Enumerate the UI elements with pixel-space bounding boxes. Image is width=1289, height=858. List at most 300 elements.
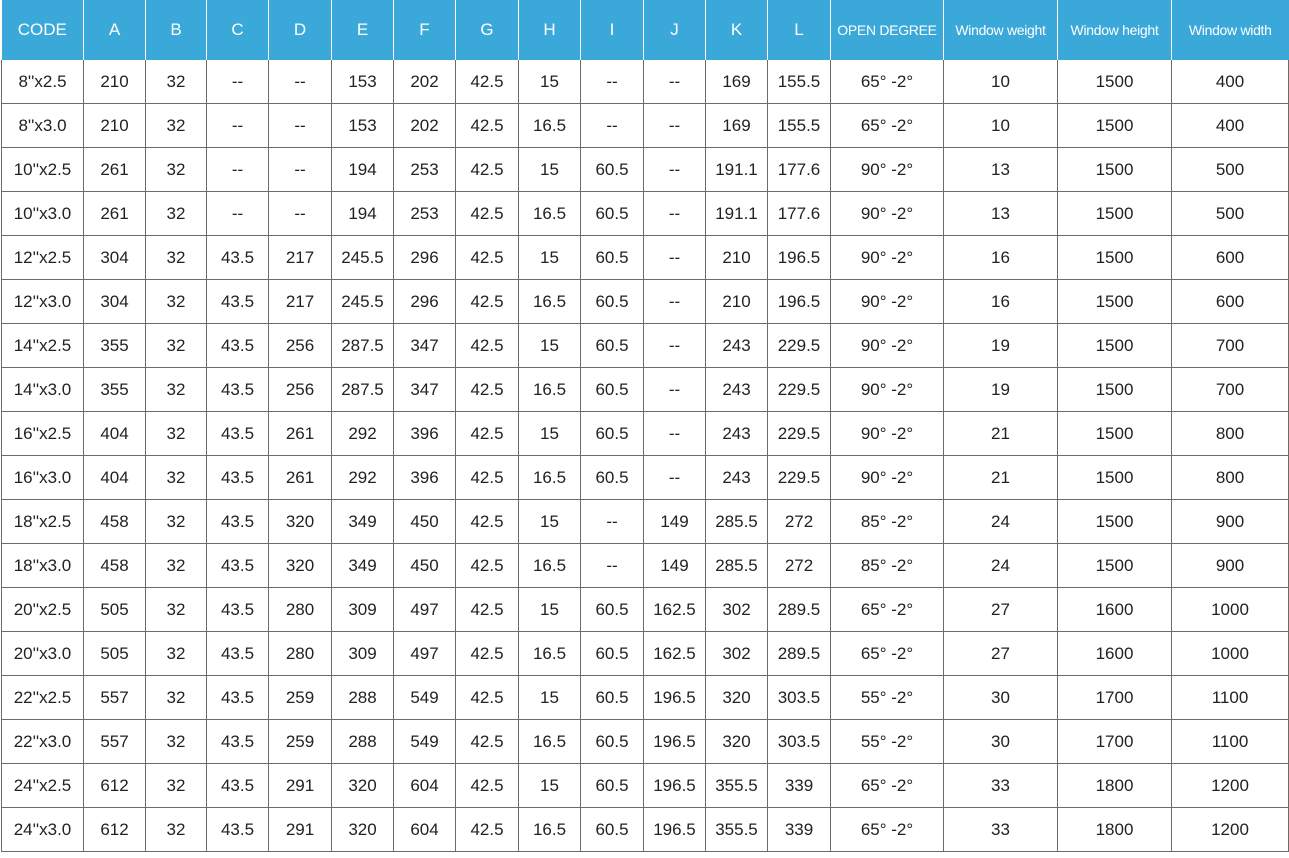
row-code-cell: 14''x2.5 [2, 324, 84, 368]
table-cell: 90° -2° [831, 148, 944, 192]
table-cell: 347 [394, 324, 456, 368]
table-cell: 32 [146, 104, 207, 148]
row-code-cell: 8''x2.5 [2, 60, 84, 104]
table-cell: 292 [332, 456, 394, 500]
table-cell: 60.5 [581, 808, 644, 852]
table-cell: 15 [519, 60, 581, 104]
table-cell: 320 [332, 808, 394, 852]
table-row [2, 280, 1289, 324]
table-cell: 65° -2° [831, 632, 944, 676]
table-cell: 32 [146, 368, 207, 412]
table-cell: 169 [706, 60, 768, 104]
table-cell: 288 [332, 676, 394, 720]
table-cell: 450 [394, 544, 456, 588]
table-cell: 396 [394, 456, 456, 500]
table-cell: 15 [519, 764, 581, 808]
table-cell: 60.5 [581, 412, 644, 456]
table-cell: 19 [944, 368, 1058, 412]
table-cell: 65° -2° [831, 764, 944, 808]
table-cell: 217 [269, 280, 332, 324]
table-row [2, 588, 1289, 632]
table-cell: 400 [1172, 104, 1289, 148]
table-cell: 349 [332, 544, 394, 588]
table-cell: 280 [269, 632, 332, 676]
table-cell: 60.5 [581, 764, 644, 808]
table-cell: 253 [394, 192, 456, 236]
table-cell: 16.5 [519, 632, 581, 676]
table-cell: 210 [84, 60, 146, 104]
table-cell: 27 [944, 588, 1058, 632]
table-cell: 16.5 [519, 456, 581, 500]
table-cell: 42.5 [456, 60, 519, 104]
table-cell: 557 [84, 676, 146, 720]
table-cell: 243 [706, 456, 768, 500]
table-cell: 60.5 [581, 324, 644, 368]
table-cell: 43.5 [207, 412, 269, 456]
table-cell: 289.5 [768, 588, 831, 632]
table-cell: 612 [84, 808, 146, 852]
column-header: D [269, 0, 332, 60]
table-cell: 1500 [1058, 104, 1172, 148]
table-cell: 15 [519, 148, 581, 192]
table-cell: 42.5 [456, 456, 519, 500]
table-cell: 42.5 [456, 500, 519, 544]
table-cell: 1200 [1172, 764, 1289, 808]
table-cell: 42.5 [456, 324, 519, 368]
row-code-cell: 24''x2.5 [2, 764, 84, 808]
table-cell: 259 [269, 676, 332, 720]
table-cell: 60.5 [581, 632, 644, 676]
table-cell: 177.6 [768, 148, 831, 192]
table-cell: 43.5 [207, 544, 269, 588]
table-cell: 43.5 [207, 764, 269, 808]
table-cell: -- [581, 544, 644, 588]
table-cell: 243 [706, 412, 768, 456]
table-row [2, 764, 1289, 808]
table-cell: -- [581, 104, 644, 148]
table-cell: 505 [84, 632, 146, 676]
table-cell: 202 [394, 104, 456, 148]
table-cell: 32 [146, 676, 207, 720]
table-cell: 32 [146, 764, 207, 808]
table-cell: 1800 [1058, 764, 1172, 808]
table-cell: 60.5 [581, 676, 644, 720]
table-cell: 303.5 [768, 676, 831, 720]
spec-table [1, 0, 1289, 852]
row-code-cell: 24''x3.0 [2, 808, 84, 852]
row-code-cell: 22''x2.5 [2, 676, 84, 720]
table-cell: -- [581, 500, 644, 544]
table-cell: 55° -2° [831, 720, 944, 764]
table-cell: 1500 [1058, 236, 1172, 280]
table-cell: -- [207, 148, 269, 192]
row-code-cell: 18''x2.5 [2, 500, 84, 544]
table-cell: 1700 [1058, 676, 1172, 720]
table-cell: 155.5 [768, 104, 831, 148]
column-header: K [706, 0, 768, 60]
table-cell: -- [644, 60, 706, 104]
table-cell: 60.5 [581, 588, 644, 632]
table-cell: 32 [146, 720, 207, 764]
table-cell: 43.5 [207, 588, 269, 632]
table-cell: 42.5 [456, 720, 519, 764]
table-cell: 19 [944, 324, 1058, 368]
table-cell: 55° -2° [831, 676, 944, 720]
table-cell: 320 [706, 676, 768, 720]
table-row [2, 324, 1289, 368]
table-cell: 458 [84, 544, 146, 588]
table-cell: 149 [644, 500, 706, 544]
table-cell: 177.6 [768, 192, 831, 236]
table-cell: 287.5 [332, 324, 394, 368]
table-cell: 43.5 [207, 500, 269, 544]
table-cell: 202 [394, 60, 456, 104]
table-cell: 1500 [1058, 324, 1172, 368]
table-cell: 21 [944, 456, 1058, 500]
table-cell: -- [644, 236, 706, 280]
table-cell: -- [207, 104, 269, 148]
table-cell: 243 [706, 324, 768, 368]
table-cell: 42.5 [456, 764, 519, 808]
table-cell: 196.5 [768, 236, 831, 280]
table-cell: 304 [84, 236, 146, 280]
header-row [2, 0, 1289, 60]
table-cell: 30 [944, 720, 1058, 764]
table-cell: 32 [146, 808, 207, 852]
table-cell: 497 [394, 588, 456, 632]
table-row [2, 456, 1289, 500]
table-cell: 302 [706, 632, 768, 676]
table-cell: 24 [944, 544, 1058, 588]
table-cell: 309 [332, 588, 394, 632]
table-cell: 309 [332, 632, 394, 676]
table-cell: -- [269, 192, 332, 236]
table-cell: 42.5 [456, 192, 519, 236]
table-cell: 153 [332, 60, 394, 104]
table-cell: 85° -2° [831, 500, 944, 544]
table-cell: 33 [944, 808, 1058, 852]
table-cell: 42.5 [456, 368, 519, 412]
table-cell: 60.5 [581, 720, 644, 764]
table-cell: -- [644, 104, 706, 148]
table-cell: -- [644, 456, 706, 500]
column-header: Window width [1172, 0, 1289, 60]
table-cell: 1000 [1172, 588, 1289, 632]
table-cell: 90° -2° [831, 236, 944, 280]
table-cell: 1500 [1058, 456, 1172, 500]
table-cell: 15 [519, 588, 581, 632]
table-cell: 16.5 [519, 808, 581, 852]
table-cell: 497 [394, 632, 456, 676]
table-cell: 10 [944, 60, 1058, 104]
table-cell: 155.5 [768, 60, 831, 104]
table-cell: 339 [768, 764, 831, 808]
table-cell: -- [644, 368, 706, 412]
row-code-cell: 14''x3.0 [2, 368, 84, 412]
table-cell: 404 [84, 412, 146, 456]
table-cell: -- [644, 192, 706, 236]
row-code-cell: 10''x2.5 [2, 148, 84, 192]
table-cell: 261 [269, 456, 332, 500]
table-cell: 210 [84, 104, 146, 148]
table-cell: 1500 [1058, 60, 1172, 104]
table-cell: 32 [146, 148, 207, 192]
table-cell: 32 [146, 456, 207, 500]
table-cell: 43.5 [207, 324, 269, 368]
table-cell: 16.5 [519, 544, 581, 588]
table-cell: 196.5 [644, 720, 706, 764]
table-cell: -- [644, 412, 706, 456]
table-cell: 162.5 [644, 632, 706, 676]
table-cell: 320 [332, 764, 394, 808]
table-row [2, 368, 1289, 412]
table-cell: 196.5 [644, 676, 706, 720]
table-row [2, 808, 1289, 852]
table-cell: 347 [394, 368, 456, 412]
table-cell: 303.5 [768, 720, 831, 764]
column-header: E [332, 0, 394, 60]
table-cell: 700 [1172, 324, 1289, 368]
table-cell: 400 [1172, 60, 1289, 104]
table-cell: 320 [269, 500, 332, 544]
table-cell: 900 [1172, 500, 1289, 544]
table-cell: 32 [146, 500, 207, 544]
table-cell: 245.5 [332, 280, 394, 324]
row-code-cell: 8''x3.0 [2, 104, 84, 148]
table-cell: 604 [394, 764, 456, 808]
table-cell: 1500 [1058, 368, 1172, 412]
table-cell: 42.5 [456, 544, 519, 588]
table-row [2, 104, 1289, 148]
table-cell: 43.5 [207, 280, 269, 324]
table-cell: 272 [768, 544, 831, 588]
table-cell: 42.5 [456, 808, 519, 852]
table-cell: 191.1 [706, 148, 768, 192]
table-cell: 404 [84, 456, 146, 500]
table-cell: 43.5 [207, 368, 269, 412]
table-cell: -- [644, 280, 706, 324]
row-code-cell: 18''x3.0 [2, 544, 84, 588]
table-cell: 256 [269, 368, 332, 412]
table-cell: 43.5 [207, 632, 269, 676]
table-cell: 349 [332, 500, 394, 544]
table-cell: 210 [706, 280, 768, 324]
table-cell: 194 [332, 192, 394, 236]
table-cell: 65° -2° [831, 808, 944, 852]
table-cell: 285.5 [706, 544, 768, 588]
table-cell: 32 [146, 192, 207, 236]
table-cell: 16.5 [519, 368, 581, 412]
table-cell: 60.5 [581, 280, 644, 324]
table-cell: 65° -2° [831, 588, 944, 632]
table-cell: 60.5 [581, 368, 644, 412]
table-cell: 500 [1172, 148, 1289, 192]
table-cell: 90° -2° [831, 368, 944, 412]
column-header: F [394, 0, 456, 60]
table-cell: 162.5 [644, 588, 706, 632]
table-cell: 320 [706, 720, 768, 764]
column-header: OPEN DEGREE [831, 0, 944, 60]
table-cell: 557 [84, 720, 146, 764]
table-body [2, 60, 1289, 852]
table-cell: 42.5 [456, 632, 519, 676]
table-cell: 43.5 [207, 808, 269, 852]
table-cell: 291 [269, 808, 332, 852]
table-cell: -- [269, 148, 332, 192]
table-row [2, 236, 1289, 280]
table-cell: 65° -2° [831, 104, 944, 148]
table-cell: 42.5 [456, 104, 519, 148]
table-cell: 285.5 [706, 500, 768, 544]
table-cell: 90° -2° [831, 456, 944, 500]
table-cell: 85° -2° [831, 544, 944, 588]
table-cell: 1500 [1058, 192, 1172, 236]
table-cell: 245.5 [332, 236, 394, 280]
table-cell: 256 [269, 324, 332, 368]
table-cell: 302 [706, 588, 768, 632]
table-cell: 169 [706, 104, 768, 148]
table-cell: 32 [146, 544, 207, 588]
table-cell: 42.5 [456, 236, 519, 280]
table-cell: 1100 [1172, 676, 1289, 720]
table-cell: 296 [394, 236, 456, 280]
table-cell: 900 [1172, 544, 1289, 588]
table-cell: 13 [944, 192, 1058, 236]
table-cell: 32 [146, 412, 207, 456]
table-cell: 32 [146, 588, 207, 632]
table-cell: 42.5 [456, 280, 519, 324]
table-cell: 272 [768, 500, 831, 544]
table-cell: 16.5 [519, 192, 581, 236]
table-cell: 261 [84, 192, 146, 236]
table-cell: -- [269, 60, 332, 104]
table-cell: 42.5 [456, 148, 519, 192]
table-cell: 289.5 [768, 632, 831, 676]
row-code-cell: 16''x3.0 [2, 456, 84, 500]
column-header: B [146, 0, 207, 60]
table-cell: 296 [394, 280, 456, 324]
table-row [2, 544, 1289, 588]
table-cell: 33 [944, 764, 1058, 808]
table-cell: 320 [269, 544, 332, 588]
table-cell: 15 [519, 324, 581, 368]
table-row [2, 192, 1289, 236]
table-cell: 1500 [1058, 280, 1172, 324]
table-cell: 287.5 [332, 368, 394, 412]
table-cell: 90° -2° [831, 280, 944, 324]
table-cell: 43.5 [207, 236, 269, 280]
table-cell: 292 [332, 412, 394, 456]
table-cell: 396 [394, 412, 456, 456]
table-cell: 549 [394, 720, 456, 764]
table-cell: 355.5 [706, 764, 768, 808]
row-code-cell: 20''x2.5 [2, 588, 84, 632]
column-header: H [519, 0, 581, 60]
table-cell: -- [581, 60, 644, 104]
table-cell: 15 [519, 676, 581, 720]
table-cell: 196.5 [644, 764, 706, 808]
table-cell: 32 [146, 280, 207, 324]
table-cell: 1600 [1058, 588, 1172, 632]
table-cell: 15 [519, 236, 581, 280]
table-cell: -- [644, 324, 706, 368]
table-cell: 261 [269, 412, 332, 456]
table-cell: 210 [706, 236, 768, 280]
column-header: G [456, 0, 519, 60]
table-cell: -- [269, 104, 332, 148]
table-cell: 90° -2° [831, 412, 944, 456]
table-cell: 16 [944, 280, 1058, 324]
table-row [2, 676, 1289, 720]
table-row [2, 632, 1289, 676]
table-cell: 304 [84, 280, 146, 324]
table-cell: 1500 [1058, 544, 1172, 588]
table-cell: 16.5 [519, 720, 581, 764]
table-cell: 15 [519, 412, 581, 456]
table-cell: 196.5 [644, 808, 706, 852]
table-cell: 229.5 [768, 412, 831, 456]
table-cell: 339 [768, 808, 831, 852]
table-cell: 355.5 [706, 808, 768, 852]
table-cell: 24 [944, 500, 1058, 544]
column-header: I [581, 0, 644, 60]
column-header: C [207, 0, 269, 60]
table-cell: 1100 [1172, 720, 1289, 764]
table-cell: 288 [332, 720, 394, 764]
table-cell: 600 [1172, 280, 1289, 324]
table-cell: 194 [332, 148, 394, 192]
table-cell: 42.5 [456, 676, 519, 720]
table-cell: -- [644, 148, 706, 192]
table-cell: 32 [146, 60, 207, 104]
table-cell: 149 [644, 544, 706, 588]
table-cell: 10 [944, 104, 1058, 148]
table-cell: 60.5 [581, 148, 644, 192]
table-cell: 32 [146, 236, 207, 280]
table-cell: 800 [1172, 456, 1289, 500]
column-header: Window weight [944, 0, 1058, 60]
table-cell: 1500 [1058, 412, 1172, 456]
table-row [2, 60, 1289, 104]
row-code-cell: 20''x3.0 [2, 632, 84, 676]
table-cell: 90° -2° [831, 192, 944, 236]
table-cell: 27 [944, 632, 1058, 676]
table-cell: 450 [394, 500, 456, 544]
table-cell: 500 [1172, 192, 1289, 236]
row-code-cell: 16''x2.5 [2, 412, 84, 456]
table-cell: 612 [84, 764, 146, 808]
table-cell: 15 [519, 500, 581, 544]
column-header: L [768, 0, 831, 60]
row-code-cell: 12''x2.5 [2, 236, 84, 280]
table-row [2, 412, 1289, 456]
table-cell: 32 [146, 324, 207, 368]
table-cell: 65° -2° [831, 60, 944, 104]
table-cell: 30 [944, 676, 1058, 720]
table-cell: 700 [1172, 368, 1289, 412]
table-cell: 60.5 [581, 456, 644, 500]
table-cell: 355 [84, 324, 146, 368]
table-cell: 280 [269, 588, 332, 632]
table-cell: 291 [269, 764, 332, 808]
table-cell: 21 [944, 412, 1058, 456]
table-cell: 16 [944, 236, 1058, 280]
column-header: CODE [2, 0, 84, 60]
table-cell: 32 [146, 632, 207, 676]
table-cell: 153 [332, 104, 394, 148]
table-header [2, 0, 1289, 60]
table-cell: 243 [706, 368, 768, 412]
